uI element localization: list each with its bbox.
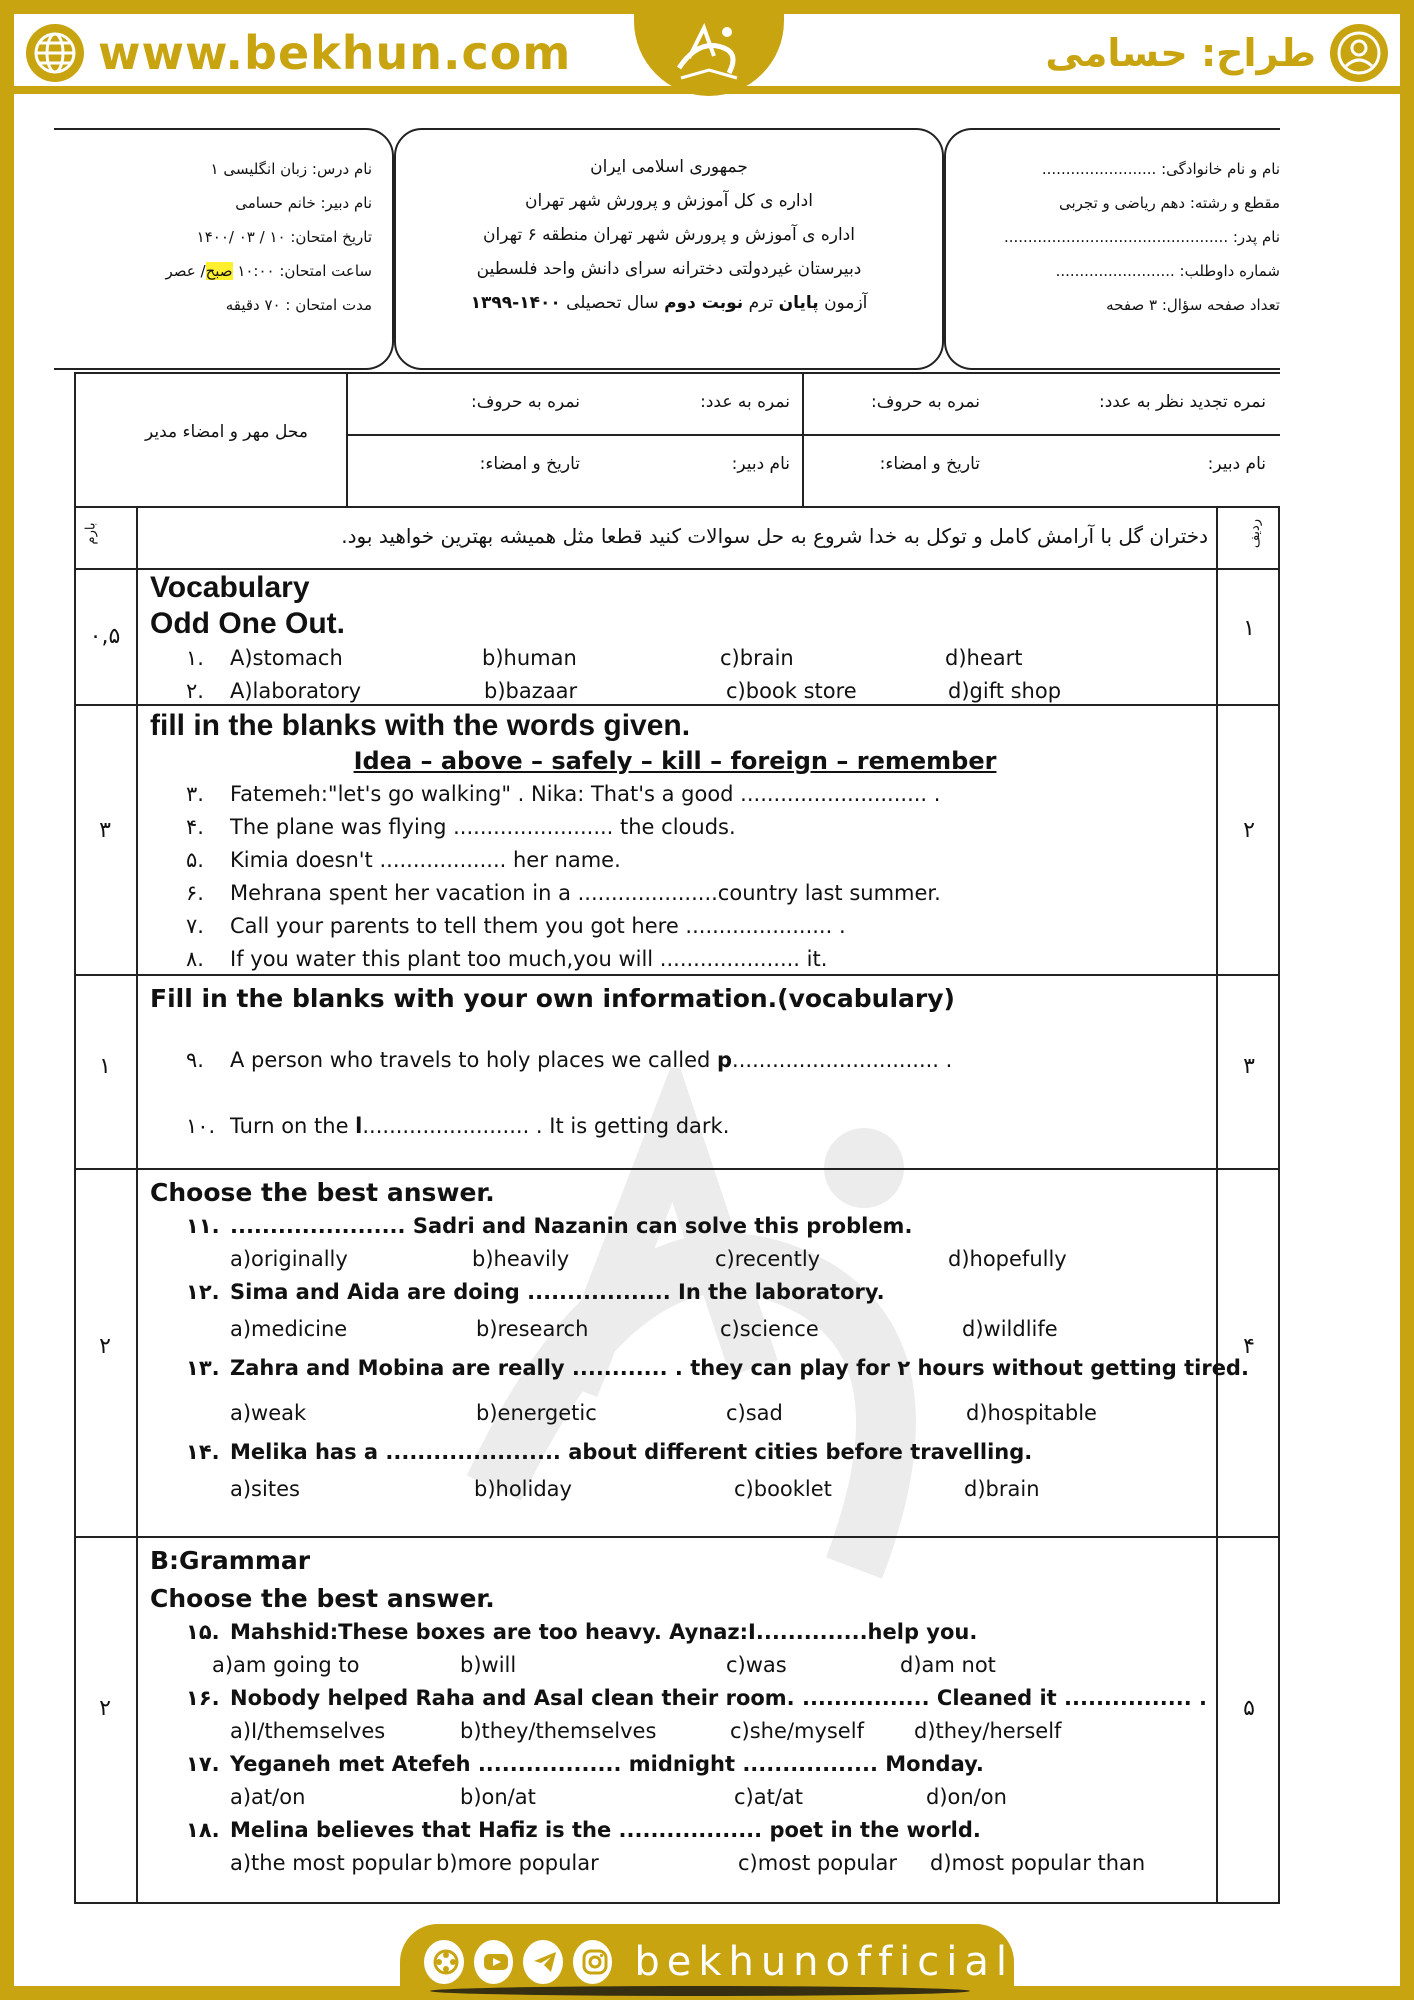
question-13: ۱۳. Zahra and Mobina are really ............ . they can play for ۲ hours without getting tired. (150, 1352, 1200, 1385)
telegram-icon[interactable] (523, 1940, 563, 1984)
option[interactable]: b)human (482, 646, 577, 670)
options-14 (150, 1473, 1200, 1506)
option[interactable]: d)brain (964, 1477, 1040, 1501)
teacher-name: نام دبیر: خانم حسامی (235, 194, 372, 212)
site-url[interactable]: www.bekhun.com (98, 26, 572, 80)
option[interactable]: a)medicine (230, 1317, 348, 1341)
score-number: نمره به عدد: (700, 392, 790, 412)
intro-message: دختران گل با آرامش کامل و توکل به خدا شروع به حل سوالات کنید قطعا مثل همیشه بهترین خواهید بود. (341, 524, 1208, 548)
row-score: ۲ (99, 1696, 111, 1721)
option[interactable]: d)hospitable (966, 1401, 1097, 1425)
option[interactable]: d)hopefully (948, 1247, 1067, 1271)
seat-number-field[interactable]: شماره داوطلب: ......................... (1055, 262, 1280, 280)
section-vocabulary (150, 570, 1200, 708)
footer-shadow (430, 1986, 970, 1996)
option[interactable]: c)science (720, 1317, 819, 1341)
question-9: ۹. A person who travels to holy places we called p............................... . (150, 1044, 1200, 1077)
word-bank: Idea – above – safely – kill – foreign – remember (353, 747, 997, 775)
review-score-number: نمره تجدید نظر به عدد: (1098, 392, 1266, 412)
grade-field: مقطع و رشته: دهم ریاضی و تجربی (1058, 194, 1280, 212)
question-4: ۴. The plane was flying ........................ the clouds. (150, 811, 1200, 844)
question-2: ۲. A)laboratory b)bazaar c)book store d)gift shop (150, 675, 1200, 708)
principal-stamp: محل مهر و امضاء مدیر (145, 422, 308, 442)
question-text: ...................... Sadri and Nazanin can solve this problem. (230, 1214, 913, 1238)
district-office: اداره ی آموزش و پرورش شهر تهران منطقه ۶ تهران (483, 225, 855, 245)
question-text: Fatemeh:"let's go walking" . Nika: That's a good ............................ . (230, 782, 941, 806)
question-7: ۷. Call your parents to tell them you got here ...................... . (150, 910, 1200, 943)
exam-info-box (54, 128, 394, 370)
option[interactable]: c)she/myself (730, 1719, 864, 1743)
question-17: ۱۷. Yeganeh met Atefeh .................. midnight ................. Monday. (150, 1748, 1200, 1781)
user-avatar-icon (1330, 24, 1388, 82)
question-text: Turn on the l......................... . It is getting dark. (230, 1114, 730, 1138)
site-link[interactable] (26, 24, 571, 82)
question-text: Nobody helped Raha and Asal clean their room. ................ Cleaned it ................ . (230, 1686, 1207, 1710)
date-sign: تاریخ و امضاء: (479, 454, 580, 474)
morning-highlight: صبح (205, 262, 233, 280)
option[interactable]: a)the most popular (230, 1851, 432, 1875)
designer-credit (1045, 24, 1388, 82)
options-18 (150, 1847, 1200, 1880)
country: جمهوری اسلامی ایران (590, 157, 748, 177)
score-table (74, 372, 1280, 508)
options-13 (150, 1397, 1200, 1430)
row-score: ۱ (99, 1054, 111, 1079)
exam-title: آزمون پایان ترم نوبت دوم سال تحصیلی ۱۴۰۰-۱۳۹۹ (470, 293, 868, 313)
options-11 (150, 1243, 1200, 1276)
option[interactable]: d)am not (900, 1653, 996, 1677)
score-header: بارم (83, 522, 99, 545)
option[interactable]: c)sad (726, 1401, 783, 1425)
question-16: ۱۶. Nobody helped Raha and Asal clean their room. ................ Cleaned it ................ . (150, 1682, 1200, 1715)
row-number: ۵ (1243, 1696, 1255, 1721)
exam-time: ساعت امتحان: ۱۰:۰۰ صبح/ عصر (165, 262, 372, 280)
option[interactable]: c)booklet (734, 1477, 832, 1501)
option[interactable]: b)heavily (472, 1247, 570, 1271)
question-14: ۱۴. Melika has a ...................... about different cities before travelling. (150, 1436, 1200, 1469)
question-text: Zahra and Mobina are really ............ . they can play for ۲ hours without getting tired. (230, 1356, 1249, 1380)
options-17 (150, 1781, 1200, 1814)
option[interactable]: a)am going to (212, 1653, 360, 1677)
exam-page (14, 14, 1400, 1986)
question-text: Mehrana spent her vacation in a .....................country last summer. (230, 881, 941, 905)
option[interactable]: b)energetic (476, 1401, 597, 1425)
option[interactable]: c)most popular (738, 1851, 898, 1875)
row-score: ۰,۵ (89, 624, 121, 649)
question-text: Sima and Aida are doing .................. In the laboratory. (230, 1280, 885, 1304)
student-name-field[interactable]: نام و نام خانوادگی: ........................ (1041, 160, 1280, 178)
option[interactable]: a)I/themselves (230, 1719, 386, 1743)
options-12 (150, 1313, 1200, 1346)
question-3: ۳. Fatemeh:"let's go walking" . Nika: That's a good ............................ . (150, 778, 1200, 811)
exam-duration: مدت امتحان : ۷۰ دقیقه (225, 296, 372, 314)
review-score-words: نمره به حروف: (871, 392, 980, 412)
option[interactable]: d)gift shop (948, 679, 1062, 703)
option[interactable]: d)most popular than (930, 1851, 1146, 1875)
option[interactable]: b)bazaar (484, 679, 578, 703)
option[interactable]: A)laboratory (230, 679, 362, 703)
question-grid (74, 508, 1280, 1904)
question-text: If you water this plant too much,you will ..................... it. (230, 947, 828, 971)
option[interactable]: b)holiday (474, 1477, 572, 1501)
question-text: Yeganeh met Atefeh .................. midnight ................. Monday. (230, 1752, 984, 1776)
question-text: The plane was flying ........................ the clouds. (230, 815, 736, 839)
section-title: Vocabulary (150, 571, 310, 604)
section-grammar (150, 1544, 1207, 1880)
section-subtitle: Odd One Out. (150, 607, 345, 640)
option[interactable]: a)at/on (230, 1785, 306, 1809)
question-text: Call your parents to tell them you got here ...................... . (230, 914, 846, 938)
option[interactable]: A)stomach (230, 646, 343, 670)
option[interactable]: b)research (476, 1317, 589, 1341)
exam-date: تاریخ امتحان: ۱۰ / ۰۳ /۱۴۰۰ (196, 228, 372, 246)
general-office: اداره ی کل آموزش و پرورش شهر تهران (525, 191, 813, 211)
student-info-box (944, 128, 1280, 370)
option[interactable]: b)will (460, 1653, 517, 1677)
options-15 (150, 1649, 1200, 1682)
question-text: Melika has a ...................... about different cities before travelling. (230, 1440, 1033, 1464)
row-number: ۱ (1243, 616, 1255, 641)
question-8: ۸. If you water this plant too much,you will ..................... it. (150, 943, 1200, 976)
question-12: ۱۲. Sima and Aida are doing .................. In the laboratory. (150, 1276, 1200, 1309)
bekhun-logo (634, 0, 784, 96)
options-16 (150, 1715, 1200, 1748)
top-banner (14, 14, 1400, 94)
section-title: Choose the best answer. (150, 1178, 495, 1207)
question-5: ۵. Kimia doesn't ................... her name. (150, 844, 1200, 877)
option[interactable]: a)originally (230, 1247, 348, 1271)
option[interactable]: a)sites (230, 1477, 300, 1501)
option[interactable]: c)brain (720, 646, 794, 670)
question-1: ۱. A)stomach b)human c)brain d)heart (150, 642, 1200, 675)
row-score: ۲ (99, 1334, 111, 1359)
row-number: ۴ (1243, 1334, 1255, 1359)
option[interactable]: d)heart (945, 646, 1023, 670)
review-teacher: نام دبیر: (1207, 454, 1266, 474)
question-10: ۱۰. Turn on the l......................... . It is getting dark. (150, 1110, 1200, 1143)
row-header: ردیف (1247, 518, 1263, 549)
section-title: B:Grammar (150, 1546, 311, 1575)
option[interactable]: d)wildlife (962, 1317, 1058, 1341)
option[interactable]: c)book store (726, 679, 857, 703)
question-15: ۱۵. Mahshid:These boxes are too heavy. Aynaz:I..............help you. (150, 1616, 1200, 1649)
option[interactable]: b)more popular (436, 1851, 599, 1875)
question-text: Melina believes that Hafiz is the .................. poet in the world. (230, 1818, 981, 1842)
section-own-information (150, 982, 1200, 1143)
score-words: نمره به حروف: (471, 392, 580, 412)
school-name: دبیرستان غیردولتی دخترانه سرای دانش واحد فلسطین (476, 259, 862, 279)
aparat-icon[interactable] (424, 1940, 464, 1984)
option[interactable]: b)on/at (460, 1785, 536, 1809)
section-subtitle: Choose the best answer. (150, 1584, 495, 1613)
section-fill-blanks (150, 708, 1200, 976)
father-name-field[interactable]: نام پدر: ............................................... (1003, 228, 1280, 246)
question-text: Kimia doesn't ................... her name. (230, 848, 621, 872)
row-number: ۲ (1243, 818, 1255, 843)
section-choose-best-answer (150, 1176, 1249, 1506)
social-handle[interactable]: bekhunofficial (634, 1939, 1015, 1985)
youtube-icon[interactable] (474, 1940, 514, 1984)
section-title: Fill in the blanks with your own information.(vocabulary) (150, 984, 955, 1013)
designer-name: طراح: حسامی (1045, 31, 1316, 75)
question-text: A person who travels to holy places we called p............................... . (230, 1048, 953, 1072)
section-title: fill in the blanks with the words given. (150, 709, 691, 742)
question-text: Mahshid:These boxes are too heavy. Aynaz:I..............help you. (230, 1620, 978, 1644)
review-date-sign: تاریخ و امضاء: (879, 454, 980, 474)
teacher: نام دبیر: (731, 454, 790, 474)
instagram-icon[interactable] (573, 1940, 613, 1984)
subject: نام درس: زبان انگلیسی ۱ (210, 160, 372, 178)
row-number: ۳ (1243, 1054, 1255, 1079)
option[interactable]: c)was (726, 1653, 787, 1677)
option[interactable]: a)weak (230, 1401, 307, 1425)
globe-icon (26, 24, 84, 82)
page-count: تعداد صفحه سؤال: ۳ صفحه (1106, 296, 1280, 314)
option[interactable]: c)recently (715, 1247, 821, 1271)
school-info-box (394, 128, 944, 370)
option[interactable]: c)at/at (734, 1785, 804, 1809)
option[interactable]: d)they/herself (914, 1719, 1062, 1743)
question-11: ۱۱. ...................... Sadri and Nazanin can solve this problem. (150, 1210, 1200, 1243)
option[interactable]: d)on/on (926, 1785, 1007, 1809)
question-6: ۶. Mehrana spent her vacation in a .....................country last summer. (150, 877, 1200, 910)
question-18: ۱۸. Melina believes that Hafiz is the .................. poet in the world. (150, 1814, 1200, 1847)
row-score: ۳ (99, 818, 111, 843)
option[interactable]: b)they/themselves (460, 1719, 657, 1743)
